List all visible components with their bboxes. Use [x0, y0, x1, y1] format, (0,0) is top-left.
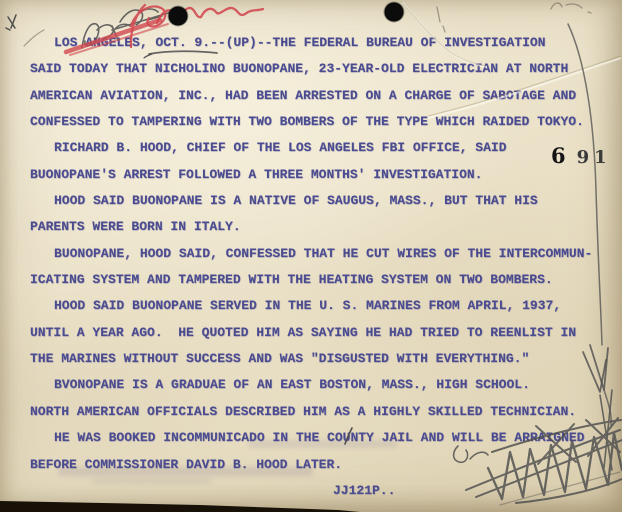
typed-line: CONFESSED TO TAMPERING WITH TWO BOMBERS OF THE TYPE WHICH RAIDED TOKYO.: [30, 114, 584, 130]
typed-line: PARENTS WERE BORN IN ITALY.: [30, 219, 241, 235]
punch-hole-right: [385, 3, 404, 22]
stamp-digits: 91: [576, 147, 612, 168]
punch-hole-left: [169, 7, 188, 26]
page-number-stamp: [551, 143, 612, 168]
typed-line: AMERICAN AVIATION, INC., HAD BEEN ARRESTED ON A CHARGE OF SABOTAGE AND: [30, 87, 577, 103]
punch-holes: [169, 3, 404, 26]
typed-line: BUONOPANE'S ARREST FOLLOWED A THREE MONTHS' INVESTIGATION.: [30, 166, 483, 182]
typed-line: THE MARINES WITHOUT SUCCESS AND WAS "DISGUSTED WITH EVERYTHING.": [30, 351, 530, 367]
typed-line: BVONOPANE IS A GRADUAE OF AN EAST BOSTON, MASS., HIGH SCHOOL.: [54, 377, 530, 393]
typed-line: NORTH AMERICAN OFFICIALS DESCRIBED HIM AS A HIGHLY SKILLED TECHNICIAN.: [30, 403, 577, 419]
pencil-corner-marks: [6, 15, 16, 30]
typed-line: SAID TODAY THAT NICHOLINO BUONOPANE, 23-YEAR-OLD ELECTRICIAN AT NORTH: [30, 61, 569, 77]
typed-signoff: JJ121P..: [333, 482, 396, 498]
typed-text-block: [30, 30, 605, 504]
typed-line: ICATING SYSTEM AND TAMPERED WITH THE HEATING SYSTEM ON TWO BOMBERS.: [30, 272, 553, 288]
typed-line: BUONOPANE, HOOD SAID, CONFESSED THAT HE CUT WIRES OF THE INTERCOMMUN-: [54, 245, 593, 261]
typed-line-dateline: LOS ANGELES, OCT. 9.--(UP)--THE FEDERAL BUREAU OF INVESTIGATION: [54, 35, 546, 50]
stamp-digit: 6: [551, 143, 566, 168]
typed-line: HOOD SAID BUONOPANE SERVED IN THE U. S. MARINES FROM APRIL, 1937,: [54, 298, 562, 314]
typed-line: UNTIL A YEAR AGO. HE QUOTED HIM AS SAYING HE HAD TRIED TO REENLIST IN: [30, 324, 577, 340]
typed-line: HOOD SAID BUONOPANE IS A NATIVE OF SAUGUS, MASS., BUT THAT HIS: [54, 193, 538, 209]
typed-line: HE WAS BOOKED INCOMMUNICADO IN THE COUNTY JAIL AND WILL BE ARRAIGNED: [54, 430, 585, 446]
pencil-jotting-top-right: [437, 3, 591, 32]
typed-line: RICHARD B. HOOD, CHIEF OF THE LOS ANGELES FBI OFFICE, SAID: [54, 140, 507, 156]
typed-line: BEFORE COMMISSIONER DAVID B. HOOD LATER.: [30, 456, 343, 472]
